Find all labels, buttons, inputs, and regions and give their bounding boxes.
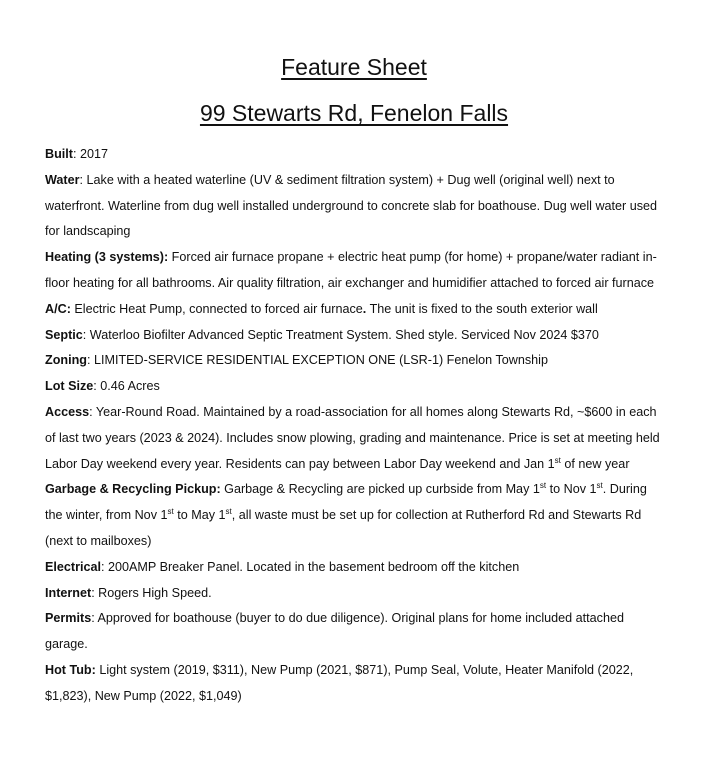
field-value: Forced air furnace propane + electric heat pump (for home) + propane/water radiant in-floor heating for all bathrooms. Air quality filtration, air exchanger and humidifier attached to forced air furnace [45, 250, 657, 290]
field-label: A/C: [45, 301, 71, 316]
field-value: , all waste must be set up for collection at Rutherford Rd and Stewarts Rd (next to mailboxes) [45, 508, 642, 548]
field-hot-tub [45, 658, 663, 710]
field-value: : Lake with a heated waterline (UV & sediment filtration system) + Dug well (original well) next to waterfront. Waterline from dug well installed underground to concrete slab for boathouse. Dug well water used for landscaping [45, 172, 658, 239]
field-water [45, 168, 663, 245]
field-ac [45, 297, 663, 323]
field-value: to Nov 1 [546, 482, 597, 497]
ordinal-suffix: st [596, 481, 603, 491]
field-value: : 0.46 Acres [93, 379, 160, 394]
field-internet [45, 581, 663, 607]
field-value: . During the winter, from Nov 1 [45, 482, 647, 523]
field-value: : Rogers High Speed. [91, 585, 212, 600]
field-value: to May 1 [173, 508, 226, 523]
field-value: : 200AMP Breaker Panel. Located in the basement bedroom off the kitchen [101, 559, 520, 574]
field-label: Electrical [45, 559, 102, 574]
ordinal-suffix: st [554, 455, 561, 465]
ordinal-suffix: st [539, 481, 547, 491]
field-value: : 2017 [72, 147, 108, 161]
field-electrical [45, 555, 663, 581]
field-label: Water [45, 172, 80, 187]
field-label: Heating (3 systems): [45, 250, 169, 265]
field-label: Zoning [45, 353, 87, 368]
field-value: The unit is fixed to the south exterior wall [366, 301, 598, 316]
field-access [45, 400, 663, 477]
ordinal-suffix: st [167, 507, 174, 517]
field-value: Garbage & Recycling are picked up curbside from May 1 [220, 482, 540, 497]
field-label: Internet [45, 585, 92, 600]
field-label: Access [45, 404, 90, 419]
field-label: Permits [45, 611, 92, 626]
field-label: Hot Tub: [45, 662, 96, 677]
field-value: of new year [560, 456, 630, 471]
field-value: Electric Heat Pump, connected to forced air furnace [70, 301, 363, 316]
field-value: Light system (2019, $311), New Pump (2021, $871), Pump Seal, Volute, Heater Manifold (2022, $1,823), New Pump (2022, $1,049) [45, 662, 634, 703]
field-value: : Waterloo Biofilter Advanced Septic Treatment System. Shed style. Serviced Nov 2024 $370 [82, 327, 599, 342]
field-value: : Year-Round Road. Maintained by a road-association for all homes along Stewarts Rd, ~$600 in each of last two years (2023 & 2024). Includes snow plowing, grading and maintenance. Price is set at meeting held Labor Day weekend every year. Residents can pay between Labor Day weekend and Jan 1 [45, 404, 660, 471]
field-built [45, 142, 663, 168]
property-address: 99 Stewarts Rd, Fenelon Falls [199, 100, 509, 126]
field-permits [45, 606, 663, 658]
field-heating [45, 245, 663, 297]
field-septic [45, 323, 663, 349]
field-label: Built [45, 147, 73, 161]
field-label: Lot Size [45, 379, 94, 394]
ordinal-suffix: st [225, 507, 232, 517]
field-lot-size [45, 374, 663, 400]
field-label: Septic [45, 327, 83, 342]
field-period: . [362, 301, 367, 316]
field-garbage-recycling [45, 477, 663, 554]
page-title: Feature Sheet [281, 54, 427, 80]
field-value: : LIMITED-SERVICE RESIDENTIAL EXCEPTION ONE (LSR-1) Fenelon Township [86, 353, 548, 368]
feature-list [45, 142, 663, 710]
field-zoning [45, 348, 663, 374]
field-label: Garbage & Recycling Pickup: [45, 482, 221, 497]
field-value: : Approved for boathouse (buyer to do due diligence). Original plans for home included attached garage. [45, 611, 624, 652]
